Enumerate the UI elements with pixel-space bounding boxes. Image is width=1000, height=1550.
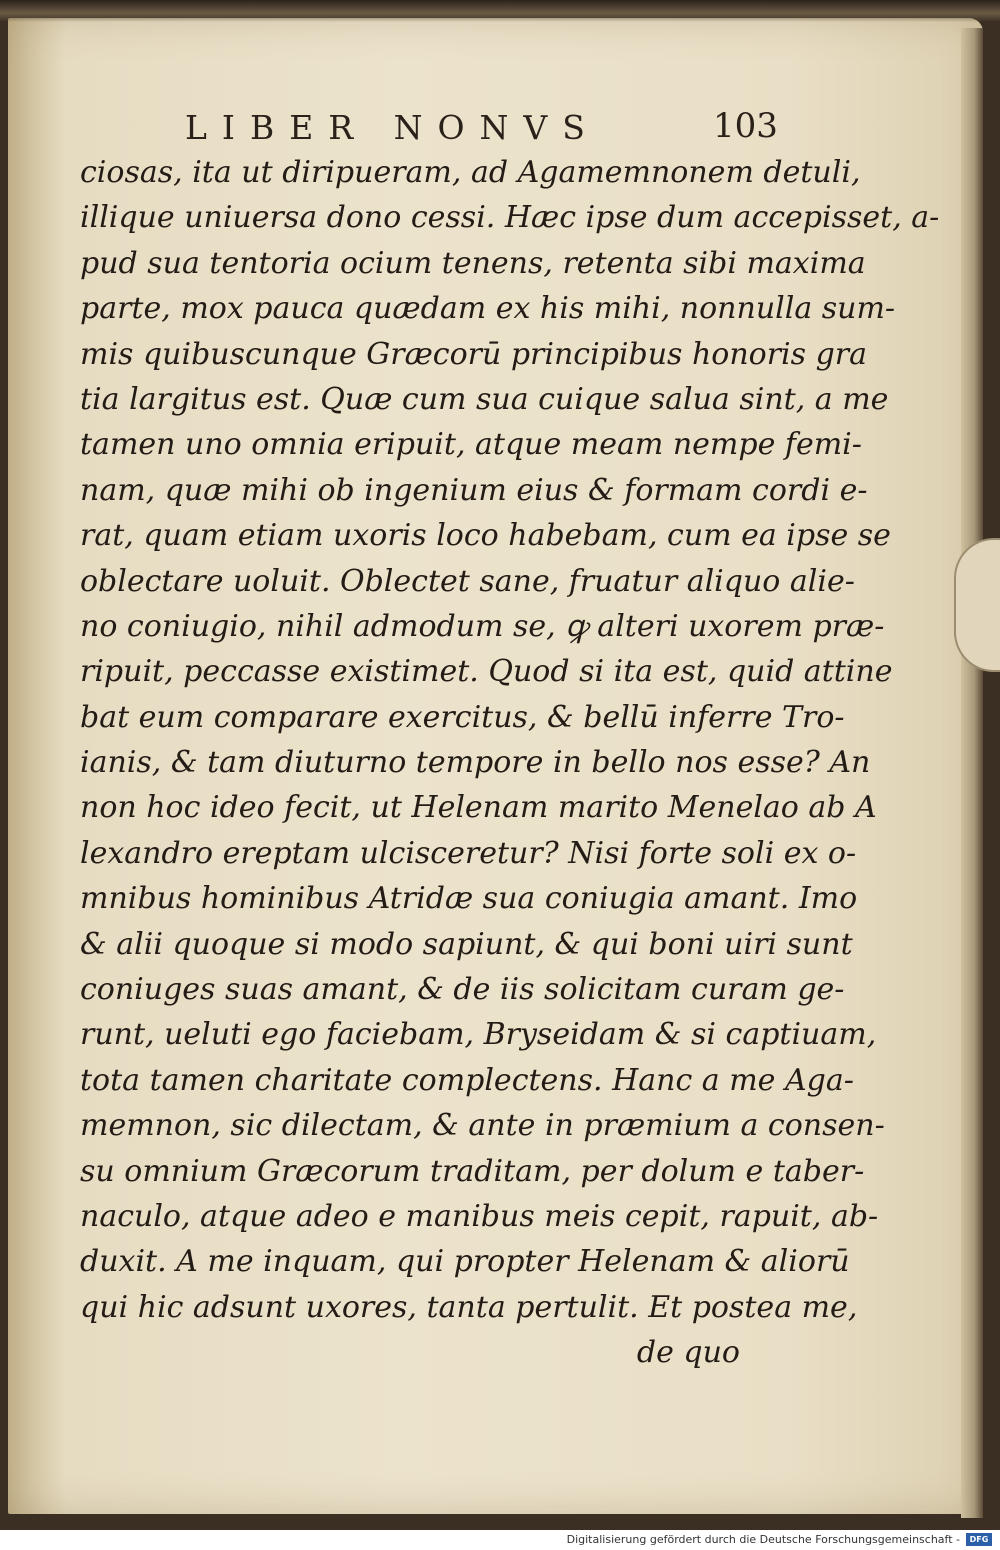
text-line: tamen uno omnia eripuit, atque meam nempe femi- — [80, 427, 862, 463]
text-line: de quo — [636, 1335, 740, 1371]
text-line: & alii quoque si modo sapiunt, & qui boni uiri sunt — [80, 926, 853, 962]
text-line: qui hic adsunt uxores, tanta pertulit. Et postea me, — [80, 1289, 858, 1325]
text-line: ianis, & tam diuturno tempore in bello nos esse? An — [80, 745, 871, 781]
text-line: lexandro ereptam ulcisceretur? Nisi forte soli ex o- — [80, 835, 857, 871]
text-line: oblectare uoluit. Oblectet sane, fruatur aliquo alie- — [80, 563, 855, 599]
top-shadow — [0, 0, 1000, 22]
text-line: tota tamen charitate complectens. Hanc a me Aga- — [80, 1062, 854, 1098]
text-line: coniuges suas amant, & de iis solicitam curam ge- — [80, 972, 845, 1008]
text-line: tia largitus est. Quæ cum sua cuique salua sint, a me — [80, 381, 889, 417]
text-line: parte, mox pauca quædam ex his mihi, nonnulla sum- — [80, 291, 896, 327]
text-line: pud sua tentoria ocium tenens, retenta sibi maxima — [80, 245, 866, 281]
text-line: rat, quam etiam uxoris loco habebam, cum ea ipse se — [80, 518, 891, 554]
text-line: no coniugio, nihil admodum se, ꝙ alteri uxorem præ- — [80, 608, 885, 644]
text-line: mis quibuscunque Græcorū principibus honoris gra — [80, 336, 868, 372]
page-number: 103 — [713, 106, 778, 146]
text-line: naculo, atque adeo e manibus meis cepit, rapuit, ab- — [80, 1198, 879, 1234]
funding-credit: Digitalisierung gefördert durch die Deutsche Forschungsgemeinschaft - — [566, 1533, 960, 1546]
text-line: bat eum comparare exercitus, & bellū inferre Tro- — [80, 699, 845, 735]
body-text — [80, 150, 940, 1376]
text-line: memnon, sic dilectam, & ante in præmium a consen- — [80, 1108, 885, 1144]
text-line: nam, quæ mihi ob ingenium eius & formam cordi e- — [80, 472, 868, 508]
text-line: runt, ueluti ego faciebam, Bryseidam & si captiuam, — [80, 1017, 877, 1053]
footer-bar — [0, 1530, 1000, 1550]
running-head: LIBER NONVS — [185, 108, 600, 147]
text-line: ciosas, ita ut diripueram, ad Agamemnonem detuli, — [80, 155, 861, 190]
text-line: ripuit, peccasse existimet. Quod si ita est, quid attine — [80, 654, 893, 690]
text-line: mnibus hominibus Atridæ sua coniugia amant. Imo — [80, 881, 858, 917]
page-header — [185, 108, 785, 156]
text-line: non hoc ideo fecit, ut Helenam marito Menelao ab A — [80, 790, 877, 826]
text-line: su omnium Græcorum traditam, per dolum e taber- — [80, 1153, 865, 1189]
page-edge — [961, 28, 983, 1518]
text-line: duxit. A me inquam, qui propter Helenam & aliorū — [80, 1244, 850, 1280]
clasp-tab — [954, 538, 1000, 672]
dfg-logo: DFG — [966, 1533, 992, 1546]
text-line: illique uniuersa dono cessi. Hæc ipse dum accepisset, a- — [80, 200, 940, 236]
